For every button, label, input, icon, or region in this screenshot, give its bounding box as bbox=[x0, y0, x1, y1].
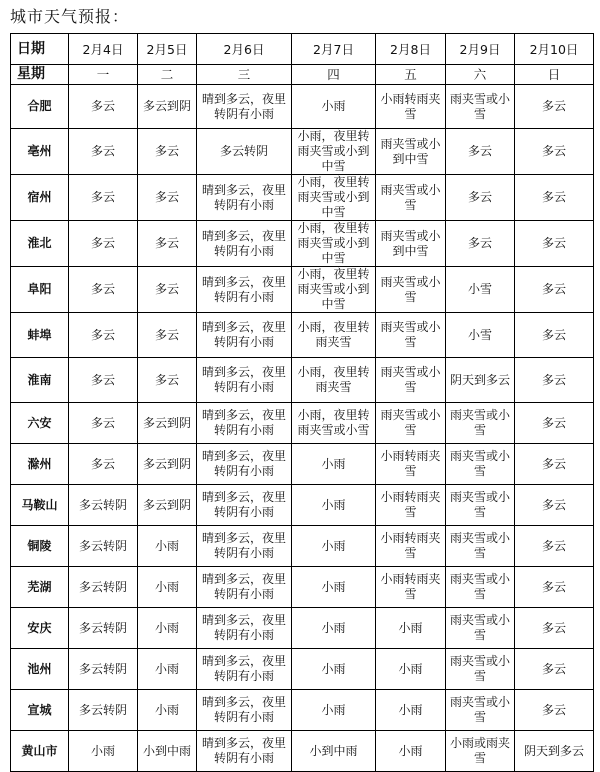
forecast-cell: 雨夹雪或小雪 bbox=[376, 358, 446, 403]
date-header-cell: 2月6日 bbox=[197, 34, 292, 65]
forecast-cell: 小雨 bbox=[376, 649, 446, 690]
forecast-cell: 多云 bbox=[69, 313, 138, 358]
forecast-cell: 小雨 bbox=[292, 526, 376, 567]
forecast-cell: 多云 bbox=[515, 444, 594, 485]
table-row bbox=[11, 485, 594, 526]
forecast-cell: 多云 bbox=[69, 175, 138, 221]
forecast-cell: 多云到阴 bbox=[138, 444, 197, 485]
forecast-cell: 雨夹雪或小雪 bbox=[446, 403, 515, 444]
forecast-cell: 多云 bbox=[515, 313, 594, 358]
city-name: 马鞍山 bbox=[11, 485, 69, 526]
forecast-cell: 晴到多云，夜里转阴有小雨 bbox=[197, 267, 292, 313]
table-row bbox=[11, 444, 594, 485]
forecast-cell: 多云 bbox=[69, 129, 138, 175]
forecast-cell: 晴到多云，夜里转阴有小雨 bbox=[197, 221, 292, 267]
forecast-cell: 多云转阴 bbox=[69, 526, 138, 567]
forecast-cell: 小雨 bbox=[292, 485, 376, 526]
forecast-cell: 多云到阴 bbox=[138, 85, 197, 129]
forecast-cell: 多云 bbox=[515, 129, 594, 175]
forecast-cell: 小雨 bbox=[376, 731, 446, 772]
forecast-cell: 多云转阴 bbox=[197, 129, 292, 175]
city-name: 芜湖 bbox=[11, 567, 69, 608]
forecast-cell: 小雨，夜里转雨夹雪或小到中雪 bbox=[292, 221, 376, 267]
forecast-cell: 晴到多云，夜里转阴有小雨 bbox=[197, 649, 292, 690]
forecast-cell: 多云 bbox=[138, 267, 197, 313]
weather-forecast-table bbox=[10, 33, 594, 772]
date-header-cell: 2月4日 bbox=[69, 34, 138, 65]
forecast-cell: 小雨 bbox=[292, 608, 376, 649]
forecast-cell: 多云 bbox=[515, 358, 594, 403]
forecast-cell: 雨夹雪或小雪 bbox=[376, 403, 446, 444]
forecast-cell: 雨夹雪或小雪 bbox=[376, 313, 446, 358]
forecast-cell: 雨夹雪或小雪 bbox=[446, 690, 515, 731]
city-name: 淮北 bbox=[11, 221, 69, 267]
weekday-header-cell: 四 bbox=[292, 65, 376, 85]
forecast-cell: 小雨，夜里转雨夹雪或小到中雪 bbox=[292, 129, 376, 175]
table-row bbox=[11, 608, 594, 649]
forecast-cell: 晴到多云，夜里转阴有小雨 bbox=[197, 313, 292, 358]
weekday-header-cell: 五 bbox=[376, 65, 446, 85]
table-row bbox=[11, 85, 594, 129]
forecast-cell: 小雨 bbox=[292, 85, 376, 129]
forecast-cell: 小雨转雨夹雪 bbox=[376, 444, 446, 485]
forecast-cell: 晴到多云，夜里转阴有小雨 bbox=[197, 485, 292, 526]
forecast-cell: 小雨，夜里转雨夹雪或小到中雪 bbox=[292, 175, 376, 221]
weekday-header-row bbox=[11, 65, 594, 85]
forecast-cell: 小雨转雨夹雪 bbox=[376, 526, 446, 567]
forecast-cell: 小雨 bbox=[376, 690, 446, 731]
date-header-cell: 2月10日 bbox=[515, 34, 594, 65]
forecast-cell: 小雨 bbox=[292, 649, 376, 690]
forecast-cell: 晴到多云，夜里转阴有小雨 bbox=[197, 85, 292, 129]
forecast-cell: 小雨 bbox=[376, 608, 446, 649]
forecast-cell: 小雨 bbox=[69, 731, 138, 772]
forecast-cell: 晴到多云，夜里转阴有小雨 bbox=[197, 403, 292, 444]
city-name: 合肥 bbox=[11, 85, 69, 129]
forecast-cell: 小雨，夜里转雨夹雪或小到中雪 bbox=[292, 267, 376, 313]
forecast-cell: 多云 bbox=[515, 690, 594, 731]
city-name: 阜阳 bbox=[11, 267, 69, 313]
forecast-cell: 多云 bbox=[446, 221, 515, 267]
forecast-cell: 多云 bbox=[138, 358, 197, 403]
forecast-cell: 小到中雨 bbox=[138, 731, 197, 772]
forecast-cell: 晴到多云，夜里转阴有小雨 bbox=[197, 731, 292, 772]
date-header-cell: 2月5日 bbox=[138, 34, 197, 65]
date-header-label: 日期 bbox=[11, 34, 69, 65]
forecast-cell: 多云 bbox=[515, 608, 594, 649]
city-name: 蚌埠 bbox=[11, 313, 69, 358]
forecast-cell: 多云 bbox=[69, 221, 138, 267]
forecast-cell: 多云 bbox=[446, 129, 515, 175]
forecast-cell: 小雨转雨夹雪 bbox=[376, 85, 446, 129]
forecast-cell: 多云 bbox=[515, 485, 594, 526]
city-name: 亳州 bbox=[11, 129, 69, 175]
weekday-header-label: 星期 bbox=[11, 65, 69, 85]
forecast-cell: 小雨 bbox=[138, 690, 197, 731]
forecast-cell: 雨夹雪或小到中雪 bbox=[376, 129, 446, 175]
table-row bbox=[11, 649, 594, 690]
forecast-cell: 雨夹雪或小雪 bbox=[446, 85, 515, 129]
forecast-cell: 小雨，夜里转雨夹雪或小雪 bbox=[292, 403, 376, 444]
forecast-cell: 多云 bbox=[69, 358, 138, 403]
forecast-cell: 多云 bbox=[138, 175, 197, 221]
forecast-cell: 阴天到多云 bbox=[446, 358, 515, 403]
forecast-cell: 多云 bbox=[138, 129, 197, 175]
forecast-cell: 小雨 bbox=[292, 567, 376, 608]
forecast-cell: 小雨转雨夹雪 bbox=[376, 567, 446, 608]
forecast-cell: 多云 bbox=[515, 175, 594, 221]
weekday-header-cell: 二 bbox=[138, 65, 197, 85]
forecast-cell: 小雨，夜里转雨夹雪 bbox=[292, 313, 376, 358]
table-row bbox=[11, 403, 594, 444]
forecast-cell: 雨夹雪或小雪 bbox=[446, 485, 515, 526]
table-row bbox=[11, 690, 594, 731]
forecast-cell: 多云 bbox=[138, 221, 197, 267]
forecast-cell: 晴到多云，夜里转阴有小雨 bbox=[197, 358, 292, 403]
forecast-cell: 晴到多云，夜里转阴有小雨 bbox=[197, 526, 292, 567]
city-name: 宿州 bbox=[11, 175, 69, 221]
forecast-cell: 多云转阴 bbox=[69, 608, 138, 649]
forecast-cell: 小雨转雨夹雪 bbox=[376, 485, 446, 526]
forecast-cell: 小到中雨 bbox=[292, 731, 376, 772]
forecast-cell: 雨夹雪或小雪 bbox=[446, 649, 515, 690]
city-name: 淮南 bbox=[11, 358, 69, 403]
forecast-cell: 小雨 bbox=[292, 444, 376, 485]
forecast-cell: 晴到多云，夜里转阴有小雨 bbox=[197, 608, 292, 649]
forecast-cell: 多云 bbox=[515, 221, 594, 267]
city-name: 铜陵 bbox=[11, 526, 69, 567]
weekday-header-cell: 六 bbox=[446, 65, 515, 85]
table-row bbox=[11, 175, 594, 221]
table-row bbox=[11, 567, 594, 608]
forecast-cell: 多云 bbox=[446, 175, 515, 221]
forecast-cell: 晴到多云，夜里转阴有小雨 bbox=[197, 690, 292, 731]
forecast-cell: 雨夹雪或小到中雪 bbox=[376, 221, 446, 267]
weekday-header-cell: 一 bbox=[69, 65, 138, 85]
table-row bbox=[11, 526, 594, 567]
forecast-cell: 雨夹雪或小雪 bbox=[376, 175, 446, 221]
city-name: 六安 bbox=[11, 403, 69, 444]
city-name: 黄山市 bbox=[11, 731, 69, 772]
forecast-cell: 多云 bbox=[515, 567, 594, 608]
date-header-cell: 2月7日 bbox=[292, 34, 376, 65]
city-name: 安庆 bbox=[11, 608, 69, 649]
forecast-cell: 多云转阴 bbox=[69, 649, 138, 690]
date-header-cell: 2月8日 bbox=[376, 34, 446, 65]
forecast-cell: 多云到阴 bbox=[138, 403, 197, 444]
forecast-cell: 小雨 bbox=[292, 690, 376, 731]
forecast-cell: 晴到多云，夜里转阴有小雨 bbox=[197, 444, 292, 485]
forecast-cell: 晴到多云，夜里转阴有小雨 bbox=[197, 567, 292, 608]
forecast-cell: 多云 bbox=[69, 85, 138, 129]
forecast-cell: 多云 bbox=[515, 85, 594, 129]
weekday-header-cell: 日 bbox=[515, 65, 594, 85]
forecast-cell: 小雨 bbox=[138, 649, 197, 690]
city-name: 池州 bbox=[11, 649, 69, 690]
forecast-cell: 小雨，夜里转雨夹雪 bbox=[292, 358, 376, 403]
forecast-cell: 雨夹雪或小雪 bbox=[376, 267, 446, 313]
forecast-cell: 多云 bbox=[69, 403, 138, 444]
forecast-cell: 多云 bbox=[138, 313, 197, 358]
forecast-cell: 阴天到多云 bbox=[515, 731, 594, 772]
forecast-cell: 多云 bbox=[515, 267, 594, 313]
forecast-cell: 雨夹雪或小雪 bbox=[446, 608, 515, 649]
forecast-cell: 小雨 bbox=[138, 567, 197, 608]
forecast-cell: 多云 bbox=[69, 444, 138, 485]
forecast-cell: 小雪 bbox=[446, 313, 515, 358]
forecast-cell: 雨夹雪或小雪 bbox=[446, 526, 515, 567]
table-row bbox=[11, 358, 594, 403]
date-header-row bbox=[11, 34, 594, 65]
forecast-cell: 多云 bbox=[515, 403, 594, 444]
forecast-cell: 小雨或雨夹雪 bbox=[446, 731, 515, 772]
city-name: 滁州 bbox=[11, 444, 69, 485]
city-name: 宣城 bbox=[11, 690, 69, 731]
forecast-cell: 多云到阴 bbox=[138, 485, 197, 526]
table-row bbox=[11, 313, 594, 358]
forecast-cell: 多云 bbox=[69, 267, 138, 313]
forecast-cell: 多云 bbox=[515, 526, 594, 567]
forecast-cell: 雨夹雪或小雪 bbox=[446, 567, 515, 608]
weekday-header-cell: 三 bbox=[197, 65, 292, 85]
table-row bbox=[11, 731, 594, 772]
forecast-cell: 多云转阴 bbox=[69, 690, 138, 731]
table-row bbox=[11, 221, 594, 267]
forecast-cell: 多云转阴 bbox=[69, 485, 138, 526]
forecast-cell: 多云 bbox=[515, 649, 594, 690]
forecast-cell: 晴到多云，夜里转阴有小雨 bbox=[197, 175, 292, 221]
forecast-cell: 雨夹雪或小雪 bbox=[446, 444, 515, 485]
table-row bbox=[11, 267, 594, 313]
table-row bbox=[11, 129, 594, 175]
forecast-cell: 多云转阴 bbox=[69, 567, 138, 608]
forecast-cell: 小雪 bbox=[446, 267, 515, 313]
forecast-cell: 小雨 bbox=[138, 608, 197, 649]
date-header-cell: 2月9日 bbox=[446, 34, 515, 65]
forecast-cell: 小雨 bbox=[138, 526, 197, 567]
page-title: 城市天气预报： bbox=[10, 7, 130, 26]
